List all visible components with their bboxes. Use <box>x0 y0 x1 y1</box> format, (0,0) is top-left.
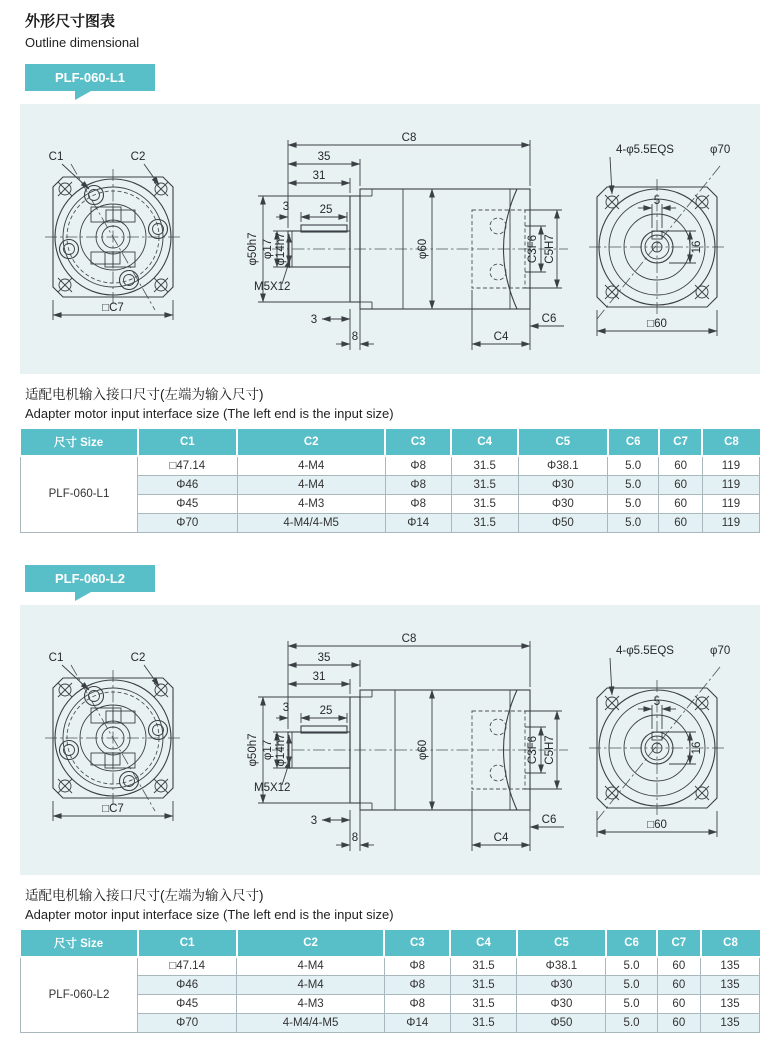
dim-label-14h7: φ14h7 <box>275 732 287 767</box>
cell: 4-M4 <box>237 957 385 976</box>
dim-label-c6: C6 <box>541 813 557 826</box>
cell: 5.0 <box>606 995 657 1014</box>
cell: 4-M3 <box>237 995 385 1014</box>
cell: 31.5 <box>451 513 518 532</box>
cell: Φ50 <box>518 513 607 532</box>
dim-label-c5h7: C5H7 <box>544 734 556 765</box>
table-header-row <box>21 930 760 957</box>
dim-label-3: 3 <box>282 701 290 714</box>
col-header-c4: C4 <box>451 429 518 456</box>
outline-drawing-panel-l1 <box>20 104 760 374</box>
dim-label-8: 8 <box>351 331 359 343</box>
cell: 31.5 <box>450 995 517 1014</box>
col-header-c6: C6 <box>606 930 657 957</box>
dim-label-8: 8 <box>351 831 359 844</box>
col-header-c2: C2 <box>237 930 385 957</box>
cell: 60 <box>657 995 700 1014</box>
col-header-c7: C7 <box>657 930 700 957</box>
dim-label-50h7: φ50h7 <box>247 732 259 767</box>
cell: Φ70 <box>138 513 238 532</box>
dim-label-c5h7: C5H7 <box>544 234 556 264</box>
cell: 135 <box>701 1014 760 1033</box>
model-badge-plf-060-l2: PLF-060-L2 <box>25 565 155 592</box>
dim-label-31: 31 <box>312 170 326 182</box>
cell: 4-M4 <box>237 475 385 494</box>
dim-label-4-5.5eqs: 4-φ5.5EQS <box>616 644 674 657</box>
dim-label-5: 5 <box>653 695 661 708</box>
dim-label-3: 3 <box>282 201 290 213</box>
col-header-c2: C2 <box>237 429 385 456</box>
dim-label-3b: 3 <box>310 314 318 326</box>
dim-label-sq60: □60 <box>647 818 667 831</box>
cell: Φ30 <box>517 995 606 1014</box>
table-caption-zh-l2: 适配电机输入接口尺寸(左端为输入尺寸) <box>25 887 264 903</box>
cell: Φ50 <box>517 1014 606 1033</box>
cell: Φ38.1 <box>517 957 606 976</box>
dim-label-c3f6: C3F6 <box>527 735 539 764</box>
cell: 5.0 <box>606 957 657 976</box>
row-label-plf-060-l2: PLF-060-L2 <box>21 957 138 1033</box>
page-title: 外形尺寸图表 <box>25 13 116 30</box>
cell: 119 <box>702 513 759 532</box>
cell: 4-M4 <box>237 976 385 995</box>
dim-label-3b: 3 <box>310 814 318 827</box>
cell: 4-M3 <box>237 494 385 513</box>
cell: 31.5 <box>450 976 517 995</box>
cell: 4-M4 <box>237 456 385 475</box>
cell: 5.0 <box>608 456 659 475</box>
col-header-c4: C4 <box>450 930 517 957</box>
row-label-plf-060-l1: PLF-060-L1 <box>21 456 138 532</box>
cell: Φ8 <box>384 957 450 976</box>
cell: 60 <box>657 957 700 976</box>
col-header-c6: C6 <box>608 429 659 456</box>
dim-label-60: φ60 <box>417 238 429 260</box>
dim-label-c8: C8 <box>401 132 417 144</box>
dim-label-50h7: φ50h7 <box>247 232 259 266</box>
col-header-c7: C7 <box>659 429 703 456</box>
dim-label-c2: C2 <box>130 651 146 664</box>
col-header-c8: C8 <box>702 429 759 456</box>
dim-label-5: 5 <box>653 195 661 207</box>
outline-drawing-panel-l2 <box>20 605 760 875</box>
cell: □47.14 <box>138 456 238 475</box>
outline-drawing-l1 <box>20 104 760 374</box>
table-caption-en-l2: Adapter motor input interface size (The left end is the input size) <box>25 906 394 922</box>
cell: 60 <box>657 976 700 995</box>
outline-drawing-l2 <box>20 605 760 875</box>
dim-label-c7: □C7 <box>102 802 124 815</box>
dim-label-c8: C8 <box>401 632 417 645</box>
table-caption-zh-l1: 适配电机输入接口尺寸(左端为输入尺寸) <box>25 387 264 402</box>
cell: 60 <box>657 1014 700 1033</box>
table-header-row <box>21 429 760 456</box>
cell: Φ8 <box>385 494 451 513</box>
cell: 5.0 <box>608 475 659 494</box>
col-header-size: 尺寸 Size <box>21 429 138 456</box>
dim-label-c2: C2 <box>130 151 146 163</box>
cell: Φ14 <box>385 513 451 532</box>
dim-label-14h7: φ14h7 <box>275 232 287 266</box>
cell: 31.5 <box>451 456 518 475</box>
dim-label-17: φ17 <box>262 238 274 260</box>
cell: 31.5 <box>450 1014 517 1033</box>
dim-label-sq60: □60 <box>647 318 667 330</box>
col-header-c1: C1 <box>138 930 237 957</box>
cell: Φ30 <box>518 475 607 494</box>
dim-label-c7: □C7 <box>102 302 124 314</box>
table-caption-en-l1: Adapter motor input interface size (The left end is the input size) <box>25 406 394 421</box>
cell: 4-M4/4-M5 <box>237 1014 385 1033</box>
cell: 31.5 <box>451 475 518 494</box>
cell: 135 <box>701 957 760 976</box>
cell: Φ14 <box>384 1014 450 1033</box>
cell: 135 <box>701 995 760 1014</box>
front-view <box>45 652 181 821</box>
cell: 5.0 <box>608 513 659 532</box>
dim-label-c4: C4 <box>493 831 509 844</box>
rear-view <box>589 144 730 336</box>
cell: 5.0 <box>606 976 657 995</box>
dim-label-c1: C1 <box>48 651 64 664</box>
cell: 135 <box>701 976 760 995</box>
dim-label-m5x12: M5X12 <box>254 781 291 794</box>
page-subtitle: Outline dimensional <box>25 35 140 50</box>
side-view <box>247 132 568 350</box>
col-header-c3: C3 <box>385 429 451 456</box>
cell: Φ30 <box>517 976 606 995</box>
col-header-c5: C5 <box>517 930 606 957</box>
cell: 119 <box>702 494 759 513</box>
dim-label-c4: C4 <box>493 331 509 343</box>
cell: Φ46 <box>138 976 237 995</box>
cell: Φ38.1 <box>518 456 607 475</box>
dim-label-60: φ60 <box>417 739 429 760</box>
cell: 60 <box>659 513 703 532</box>
cell: Φ46 <box>138 475 238 494</box>
dim-label-c1: C1 <box>48 151 64 163</box>
cell: Φ70 <box>138 1014 237 1033</box>
rear-view <box>589 645 730 837</box>
cell: 119 <box>702 475 759 494</box>
cell: Φ8 <box>384 995 450 1014</box>
cell: 31.5 <box>451 494 518 513</box>
cell: 60 <box>659 494 703 513</box>
dim-label-70: φ70 <box>710 644 731 657</box>
cell: □47.14 <box>138 957 237 976</box>
cell: 60 <box>659 456 703 475</box>
cell: Φ30 <box>518 494 607 513</box>
cell: 60 <box>659 475 703 494</box>
dimension-table-l1 <box>20 429 760 533</box>
front-view <box>45 151 181 320</box>
dim-label-25: 25 <box>319 204 333 216</box>
col-header-c5: C5 <box>518 429 607 456</box>
dim-label-17: φ17 <box>262 739 274 760</box>
dim-label-31: 31 <box>312 670 326 683</box>
cell: Φ45 <box>138 494 238 513</box>
dim-label-16: 16 <box>691 240 703 254</box>
dim-label-35: 35 <box>317 151 331 163</box>
dim-label-70: φ70 <box>710 144 731 156</box>
dim-label-35: 35 <box>317 651 331 664</box>
col-header-c3: C3 <box>384 930 450 957</box>
dim-label-c6: C6 <box>541 313 557 325</box>
col-header-c8: C8 <box>701 930 760 957</box>
dimension-table-l2 <box>20 930 760 1034</box>
cell: Φ8 <box>384 976 450 995</box>
dim-label-4-5.5eqs: 4-φ5.5EQS <box>616 144 674 156</box>
col-header-c1: C1 <box>138 429 238 456</box>
col-header-size: 尺寸 Size <box>21 930 138 957</box>
cell: 31.5 <box>450 957 517 976</box>
dim-label-16: 16 <box>691 741 703 754</box>
dim-label-c3f6: C3F6 <box>527 234 539 264</box>
dim-label-m5x12: M5X12 <box>254 281 291 293</box>
cell: 4-M4/4-M5 <box>237 513 385 532</box>
table-row <box>21 957 760 976</box>
model-badge-plf-060-l1: PLF-060-L1 <box>25 64 155 91</box>
dim-label-25: 25 <box>319 704 333 717</box>
cell: 5.0 <box>608 494 659 513</box>
cell: 119 <box>702 456 759 475</box>
side-view <box>247 633 568 851</box>
table-row <box>21 456 760 475</box>
cell: Φ8 <box>385 475 451 494</box>
cell: Φ45 <box>138 995 237 1014</box>
cell: Φ8 <box>385 456 451 475</box>
cell: 5.0 <box>606 1014 657 1033</box>
